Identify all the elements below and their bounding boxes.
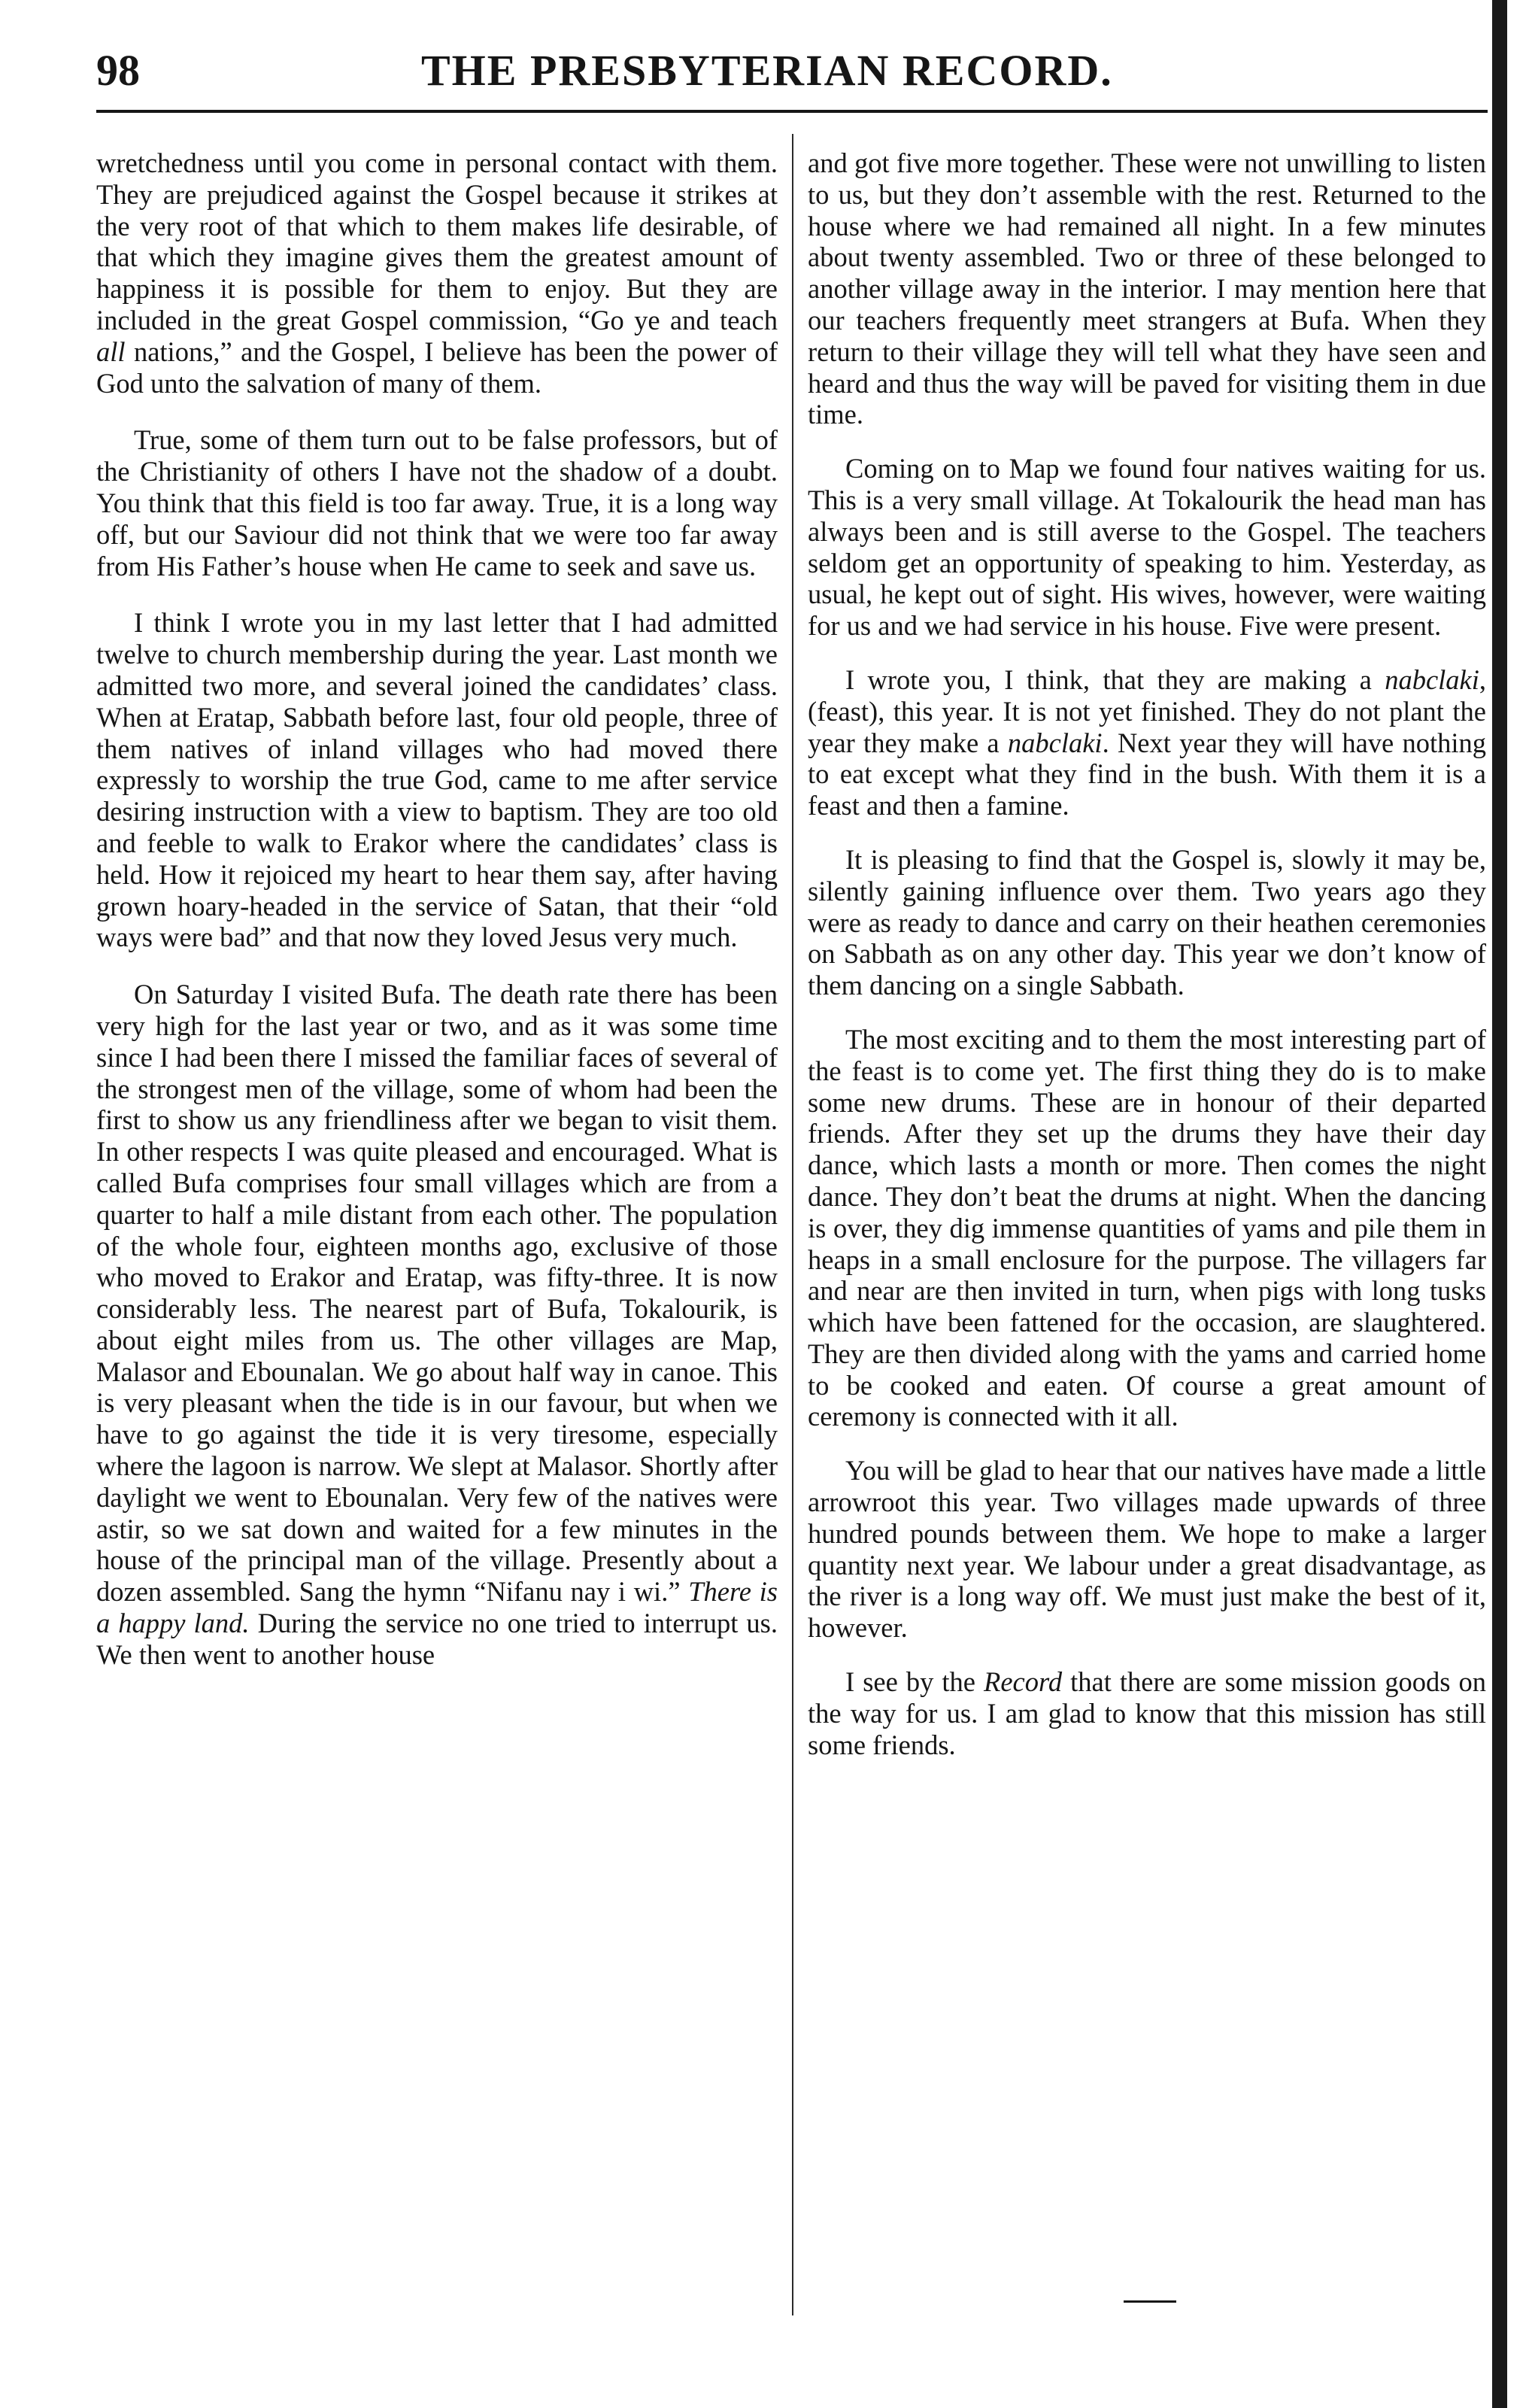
italic-text: all <box>96 336 126 367</box>
paragraph-text: . Next year they will have nothing to eat except what they find in the bush. With them it is a feast and then a famine. <box>808 727 1487 821</box>
paragraph-text: During the service no one tried to interrupt us. We then went to another house <box>96 1608 778 1670</box>
paragraph-text: “Go ye and teach <box>568 304 778 336</box>
paragraph: It is pleasing to find that the Gospel is, slowly it may be, silently gaining influence over them. Two years ago they were as ready to dance and carry on their heathen ceremonies on Sabbath as on any other day. This year we don’t know of them dancing on a single Sabbath. <box>808 843 1486 1001</box>
running-title: THE PRESBYTERIAN RECORD. <box>421 46 1113 95</box>
header-rule <box>96 110 1488 113</box>
page-edge-shadow <box>1492 0 1507 2408</box>
paragraph: You will be glad to hear that our natives have made a little arrowroot this year. Two villages made upwards of three hundred pounds between them. We hope to make a larger quantity next year. We labour under a great disadvantage, as the river is a long way off. We must just make the best of it, however. <box>808 1455 1486 1644</box>
page-number: 98 <box>96 46 140 95</box>
italic-text: There is a happy land. <box>96 1576 778 1639</box>
paragraph-text: I wrote you, I think, that they are making a <box>845 663 1385 695</box>
paragraph: and got five more together. These were not unwilling to listen to us, but they don’t assemble with the rest. Returned to the house where we had remained all night. In a few minutes about twenty assembled. Two or three of these belonged to another village away in the interior. I may mention here that our teachers frequently meet strangers at Bufa. When they return to their village they will tell what they have seen and heard and thus the way will be paved for visiting them in due time. <box>808 147 1486 430</box>
paragraph-text: , (feast), this year. It is not yet finished. They do not plant the year they make a <box>808 663 1486 758</box>
paragraph <box>808 664 1486 821</box>
right-column <box>808 147 1486 1783</box>
end-rule <box>1124 2300 1176 2303</box>
paragraph-text: On Saturday I visited Bufa. The death rate there has been very high for the last year or two, and as it was some time since I had been there I missed the familiar faces of several of the strongest men of the village, some of whom had been the first to show us any friendliness after we began to visit them. In other respects I was quite pleased and encouraged. What is called Bufa comprises four small villages which are from a quarter to half a mile distant from each other. The population of the whole four, eighteen months ago, exclusive of those who moved to Erakor and Eratap, was fifty-three. It is now considerably less. The nearest part of Bufa, Tokalourik, is about eight miles from us. The other villages are Map, Malasor and Ebounalan. We go about half way in canoe. This is very pleasant when the tide is in our favour, but when we have to go against the tide it is very tiresome, especially where the lagoon is narrow. We slept at Malasor. Shortly after daylight we went to Ebounalan. Very few of the natives were astir, so we sat down and waited for a few minutes in the house of the principal man of the village. Presently about a dozen assembled. Sang the hymn “Nifanu nay i wi.” <box>96 979 778 1608</box>
paragraph-text: I see by the <box>845 1666 984 1698</box>
paragraph: The most exciting and to them the most interesting part of the feast is to come yet. The first thing they do is to make some new drums. These are in honour of their departed friends. After they set up the drums they have their day dance, which lasts a month or more. Then comes the night dance. They don’t beat the drums at night. When the dancing is over, they dig immense quantities of yams and pile them in heaps in a small enclosure for the purpose. The villagers far and near are then invited in turn, when pigs with long tusks which have been fattened for the occasion, are slaughtered. They are then divided along with the yams and carried home to be cooked and eaten. Of course a great amount of ceremony is connected with it all. <box>808 1023 1486 1432</box>
paragraph <box>96 979 778 1671</box>
paragraph-text: nations,” and the Gospel, I believe has been the power of God unto the salvation of many of them. <box>96 336 778 399</box>
paragraph-text: wretchedness until you come in personal contact with them. They are prejudiced against the Gospel because it strikes at the very root of that which to them makes life desirable, of that which they imagine gives them the greatest amount of happiness it is possible for them to enjoy. But they are included in the great Gospel commission, <box>96 147 778 336</box>
left-column <box>96 147 778 1696</box>
column-divider <box>792 134 793 2315</box>
paragraph: True, some of them turn out to be false professors, but of the Christianity of others I have not the shadow of a doubt. You think that this field is too far away. True, it is a long way off, but our Saviour did not think that we were too far away from His Father’s house when He came to seek and save us. <box>96 424 778 582</box>
italic-text: nabclaki <box>1007 727 1103 758</box>
paragraph: Coming on to Map we found four natives waiting for us. This is a very small village. At Tokalourik the head man has always been and is still averse to the Gospel. The teachers seldom get an opportunity of speaking to him. Yesterday, as usual, he kept out of sight. His wives, however, were waiting for us and we had service in his house. Five were present. <box>808 453 1486 642</box>
italic-text: nabclaki <box>1385 663 1479 695</box>
paragraph-text: that there are some mission goods on the way for us. I am glad to know that this mission has still some friends. <box>808 1666 1486 1760</box>
paragraph <box>808 1666 1486 1760</box>
paragraph <box>96 147 778 399</box>
paragraph: I think I wrote you in my last letter that I had admitted twelve to church membership during the year. Last month we admitted two more, and several joined the candidates’ class. When at Eratap, Sabbath before last, four old people, three of them natives of inland villages who had moved there expressly to worship the true God, came to me after service desiring instruction with a view to baptism. They are too old and feeble to walk to Erakor where the candidates’ class is held. How it rejoiced my heart to hear them say, after having grown hoary-headed in the service of Satan, that their “old ways were bad” and that now they loved Jesus very much. <box>96 607 778 953</box>
italic-text: Record <box>984 1666 1063 1698</box>
